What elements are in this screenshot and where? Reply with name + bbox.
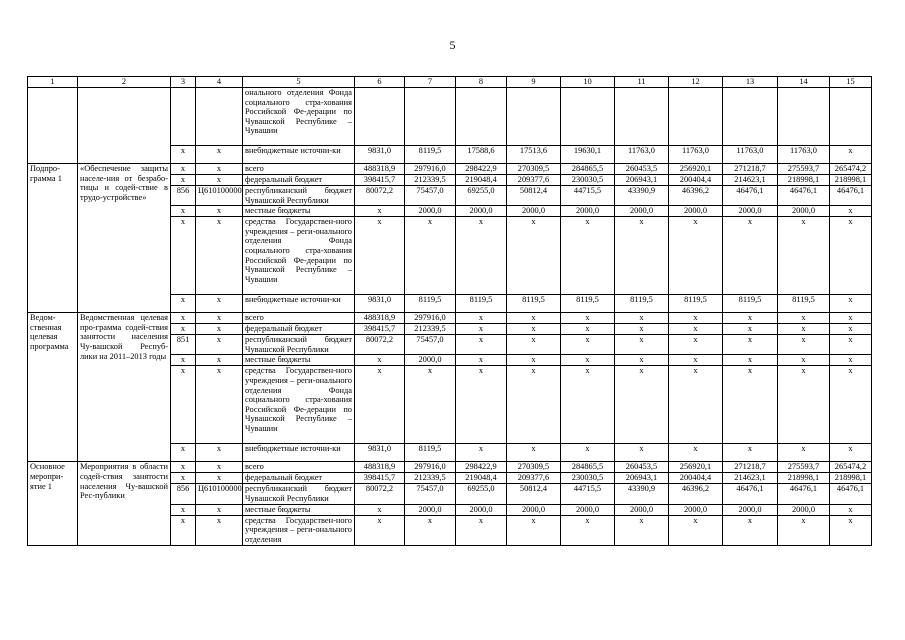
target-item-cell: x <box>196 335 243 355</box>
value-cell: x <box>507 444 561 462</box>
value-cell: x <box>561 444 615 462</box>
value-cell: 8119,5 <box>405 444 456 462</box>
value-cell: 2000,0 <box>561 206 615 217</box>
value-cell <box>355 88 405 146</box>
target-item-cell: x <box>196 504 243 515</box>
value-cell: x <box>830 355 872 366</box>
value-cell: 8119,5 <box>561 295 615 313</box>
funding-source-cell: средства Государствен-ного учреждения – реги-онального отделения <box>243 515 355 545</box>
value-cell: x <box>615 355 669 366</box>
value-cell: 275593,7 <box>778 462 830 473</box>
value-cell: 209377,6 <box>507 473 561 484</box>
value-cell: x <box>723 313 778 324</box>
funding-source-cell: внебюджетные источни-ки <box>243 295 355 313</box>
grbs-code-cell: x <box>171 175 196 186</box>
value-cell: x <box>561 335 615 355</box>
column-number: 1 <box>28 77 78 88</box>
value-cell: 256920,1 <box>669 164 723 175</box>
funding-source-cell: федеральный бюджет <box>243 175 355 186</box>
target-item-cell: x <box>196 355 243 366</box>
grbs-code-cell: x <box>171 324 196 335</box>
value-cell: 230030,5 <box>561 473 615 484</box>
value-cell: 2000,0 <box>561 504 615 515</box>
target-item-cell: x <box>196 444 243 462</box>
value-cell: x <box>456 313 507 324</box>
target-item-cell: x <box>196 206 243 217</box>
value-cell: x <box>355 206 405 217</box>
value-cell: 75457,0 <box>405 335 456 355</box>
program-status-cell: Основное меропри-ятие 1 <box>28 462 78 545</box>
value-cell <box>507 88 561 146</box>
value-cell: 398415,7 <box>355 473 405 484</box>
value-cell: x <box>561 366 615 444</box>
value-cell: x <box>669 313 723 324</box>
value-cell: 69255,0 <box>456 186 507 206</box>
value-cell <box>456 88 507 146</box>
target-item-cell: x <box>196 146 243 164</box>
value-cell <box>778 88 830 146</box>
funding-source-cell: онального отделения Фонда социального стра-хования Российской Фе-дерации по Чувашской Республике – Чувашии <box>243 88 355 146</box>
value-cell: x <box>456 515 507 545</box>
value-cell: 260453,5 <box>615 462 669 473</box>
value-cell: x <box>456 217 507 295</box>
value-cell: x <box>456 444 507 462</box>
value-cell: 75457,0 <box>405 186 456 206</box>
value-cell: 2000,0 <box>405 355 456 366</box>
grbs-code-cell: x <box>171 473 196 484</box>
table-row <box>28 88 872 146</box>
value-cell: 46476,1 <box>723 484 778 504</box>
grbs-code-cell: x <box>171 206 196 217</box>
column-number: 7 <box>405 77 456 88</box>
value-cell: x <box>830 324 872 335</box>
grbs-code-cell: x <box>171 504 196 515</box>
value-cell: 80072,2 <box>355 335 405 355</box>
grbs-code-cell: x <box>171 444 196 462</box>
value-cell: x <box>615 515 669 545</box>
value-cell: x <box>830 504 872 515</box>
target-item-cell: x <box>196 164 243 175</box>
value-cell: x <box>778 217 830 295</box>
value-cell: 69255,0 <box>456 484 507 504</box>
funding-source-cell: республиканский бюджет Чувашской Республики <box>243 186 355 206</box>
program-status-cell: Ведом-ственная целевая программа <box>28 313 78 462</box>
column-number: 3 <box>171 77 196 88</box>
grbs-code-cell: x <box>171 462 196 473</box>
value-cell: 265474,2 <box>830 164 872 175</box>
value-cell: x <box>830 313 872 324</box>
value-cell: 297916,0 <box>405 164 456 175</box>
value-cell: x <box>456 335 507 355</box>
funding-source-cell: федеральный бюджет <box>243 473 355 484</box>
value-cell: 9831,0 <box>355 295 405 313</box>
grbs-code-cell: x <box>171 217 196 295</box>
value-cell: x <box>507 355 561 366</box>
value-cell: 11763,0 <box>669 146 723 164</box>
grbs-code-cell: x <box>171 313 196 324</box>
value-cell: 214623,1 <box>723 175 778 186</box>
value-cell: 43390,9 <box>615 484 669 504</box>
value-cell: x <box>615 324 669 335</box>
value-cell: x <box>723 444 778 462</box>
value-cell: 218998,1 <box>830 473 872 484</box>
value-cell: x <box>561 324 615 335</box>
funding-source-cell: всего <box>243 462 355 473</box>
value-cell: 260453,5 <box>615 164 669 175</box>
value-cell: 11763,0 <box>723 146 778 164</box>
column-number: 6 <box>355 77 405 88</box>
value-cell: 46476,1 <box>830 484 872 504</box>
value-cell: x <box>778 515 830 545</box>
value-cell: x <box>830 295 872 313</box>
value-cell: x <box>723 335 778 355</box>
column-number: 13 <box>723 77 778 88</box>
target-item-cell: x <box>196 366 243 444</box>
value-cell: x <box>507 313 561 324</box>
value-cell: x <box>355 366 405 444</box>
page-number: 5 <box>449 38 456 52</box>
value-cell: 297916,0 <box>405 462 456 473</box>
funding-source-cell: местные бюджеты <box>243 355 355 366</box>
value-cell: 2000,0 <box>723 206 778 217</box>
column-number: 8 <box>456 77 507 88</box>
funding-source-cell: средства Государствен-ного учреждения – реги-онального отделения Фонда социального стра-хования Российской Фе-дерации по Чувашской Республике – Чувашии <box>243 217 355 295</box>
value-cell: 46476,1 <box>723 186 778 206</box>
value-cell <box>669 88 723 146</box>
value-cell: 398415,7 <box>355 324 405 335</box>
value-cell: x <box>456 355 507 366</box>
value-cell: x <box>615 444 669 462</box>
value-cell: 297916,0 <box>405 313 456 324</box>
value-cell: 200404,4 <box>669 175 723 186</box>
value-cell: x <box>778 324 830 335</box>
grbs-code-cell: x <box>171 366 196 444</box>
funding-source-cell: местные бюджеты <box>243 504 355 515</box>
value-cell: x <box>507 366 561 444</box>
value-cell: 212339,5 <box>405 473 456 484</box>
grbs-code-cell: x <box>171 146 196 164</box>
value-cell: 2000,0 <box>778 206 830 217</box>
target-item-cell: x <box>196 324 243 335</box>
value-cell: x <box>778 444 830 462</box>
grbs-code-cell: x <box>171 295 196 313</box>
value-cell: x <box>561 217 615 295</box>
value-cell: x <box>561 515 615 545</box>
column-number: 12 <box>669 77 723 88</box>
column-number: 9 <box>507 77 561 88</box>
value-cell: x <box>830 366 872 444</box>
value-cell: x <box>723 217 778 295</box>
column-number: 10 <box>561 77 615 88</box>
value-cell: 44715,5 <box>561 484 615 504</box>
grbs-code-cell: 856 <box>171 484 196 504</box>
value-cell: 43390,9 <box>615 186 669 206</box>
value-cell: 219048,4 <box>456 175 507 186</box>
funding-source-cell: внебюджетные источни-ки <box>243 444 355 462</box>
value-cell: 2000,0 <box>723 504 778 515</box>
value-cell: x <box>830 146 872 164</box>
value-cell: x <box>778 335 830 355</box>
value-cell: 8119,5 <box>669 295 723 313</box>
value-cell: 75457,0 <box>405 484 456 504</box>
value-cell: 8119,5 <box>778 295 830 313</box>
value-cell: 8119,5 <box>615 295 669 313</box>
value-cell: x <box>355 355 405 366</box>
value-cell: x <box>669 366 723 444</box>
value-cell: 9831,0 <box>355 444 405 462</box>
value-cell: 8119,5 <box>405 295 456 313</box>
funding-source-cell: внебюджетные источни-ки <box>243 146 355 164</box>
value-cell: 270309,5 <box>507 462 561 473</box>
grbs-code-cell <box>171 88 196 146</box>
program-status-cell: Подпро-грамма 1 <box>28 164 78 313</box>
value-cell: 488318,9 <box>355 462 405 473</box>
program-name-cell: Мероприятия в области содей-ствия занятости населения Чу-вашской Рес-публики <box>78 462 171 545</box>
value-cell: x <box>669 217 723 295</box>
funding-source-cell: всего <box>243 313 355 324</box>
value-cell: 209377,6 <box>507 175 561 186</box>
value-cell: 488318,9 <box>355 164 405 175</box>
value-cell: 2000,0 <box>615 504 669 515</box>
value-cell: 80072,2 <box>355 186 405 206</box>
value-cell: x <box>669 355 723 366</box>
value-cell: 17513,6 <box>507 146 561 164</box>
value-cell: x <box>456 366 507 444</box>
value-cell: x <box>615 313 669 324</box>
value-cell <box>561 88 615 146</box>
value-cell: x <box>355 515 405 545</box>
column-number: 15 <box>830 77 872 88</box>
value-cell: x <box>723 355 778 366</box>
value-cell: 398415,7 <box>355 175 405 186</box>
value-cell: x <box>778 366 830 444</box>
value-cell: x <box>669 335 723 355</box>
header-row <box>28 77 872 88</box>
target-item-cell: Ц610100000 <box>196 186 243 206</box>
value-cell: x <box>778 355 830 366</box>
funding-source-cell: средства Государствен-ного учреждения – реги-онального отделения Фонда социального стра-хования Российской Фе-дерации по Чувашской Республике – Чувашии <box>243 366 355 444</box>
value-cell: 206943,1 <box>615 175 669 186</box>
value-cell: 200404,4 <box>669 473 723 484</box>
program-name-cell: Ведомственная целевая про-грамма содей-ствия занятости населения Чу-вашской Респуб-лики на 2011–2013 годы <box>78 313 171 462</box>
value-cell: 206943,1 <box>615 473 669 484</box>
value-cell <box>830 88 872 146</box>
program-name-cell: «Обеспечение защиты населе-ния от безрабо-тицы и содей-ствие в трудо-устройстве» <box>78 164 171 313</box>
column-number: 14 <box>778 77 830 88</box>
table-row <box>28 462 872 473</box>
value-cell: x <box>669 444 723 462</box>
funding-source-cell: всего <box>243 164 355 175</box>
value-cell: 219048,4 <box>456 473 507 484</box>
value-cell: 2000,0 <box>405 504 456 515</box>
value-cell: x <box>405 366 456 444</box>
value-cell: 2000,0 <box>615 206 669 217</box>
value-cell: 284865,5 <box>561 164 615 175</box>
target-item-cell: x <box>196 462 243 473</box>
grbs-code-cell: 856 <box>171 186 196 206</box>
funding-source-cell: местные бюджеты <box>243 206 355 217</box>
value-cell: 275593,7 <box>778 164 830 175</box>
value-cell: x <box>507 335 561 355</box>
value-cell: x <box>615 217 669 295</box>
value-cell: 2000,0 <box>456 206 507 217</box>
value-cell: x <box>507 324 561 335</box>
value-cell: x <box>507 515 561 545</box>
value-cell: 298422,9 <box>456 462 507 473</box>
value-cell: 2000,0 <box>778 504 830 515</box>
value-cell: x <box>830 206 872 217</box>
value-cell: x <box>669 324 723 335</box>
value-cell: x <box>830 217 872 295</box>
value-cell: x <box>669 515 723 545</box>
funding-source-cell: федеральный бюджет <box>243 324 355 335</box>
column-number: 2 <box>78 77 171 88</box>
target-item-cell <box>196 88 243 146</box>
value-cell: 271218,7 <box>723 164 778 175</box>
value-cell: 212339,5 <box>405 324 456 335</box>
value-cell: 50812,4 <box>507 484 561 504</box>
value-cell: 46476,1 <box>778 484 830 504</box>
value-cell: 214623,1 <box>723 473 778 484</box>
funding-source-cell: республиканский бюджет Чувашской Республики <box>243 484 355 504</box>
value-cell: 2000,0 <box>669 206 723 217</box>
value-cell: 46396,2 <box>669 186 723 206</box>
value-cell: 50812,4 <box>507 186 561 206</box>
value-cell: 46396,2 <box>669 484 723 504</box>
value-cell: x <box>561 355 615 366</box>
value-cell: x <box>405 217 456 295</box>
value-cell: 298422,9 <box>456 164 507 175</box>
column-number: 11 <box>615 77 669 88</box>
budget-table <box>27 76 872 546</box>
column-number: 4 <box>196 77 243 88</box>
value-cell: 2000,0 <box>456 504 507 515</box>
value-cell: 2000,0 <box>669 504 723 515</box>
program-name-cell <box>78 88 171 164</box>
value-cell: x <box>723 324 778 335</box>
value-cell: 488318,9 <box>355 313 405 324</box>
value-cell: 218998,1 <box>778 473 830 484</box>
value-cell: 284865,5 <box>561 462 615 473</box>
target-item-cell: x <box>196 473 243 484</box>
value-cell: 80072,2 <box>355 484 405 504</box>
value-cell: 218998,1 <box>778 175 830 186</box>
value-cell: x <box>830 444 872 462</box>
value-cell: 17588,6 <box>456 146 507 164</box>
value-cell: x <box>830 515 872 545</box>
value-cell: x <box>778 313 830 324</box>
target-item-cell: x <box>196 295 243 313</box>
value-cell: 230030,5 <box>561 175 615 186</box>
value-cell: 2000,0 <box>405 206 456 217</box>
value-cell <box>615 88 669 146</box>
funding-source-cell: республиканский бюджет Чувашской Республики <box>243 335 355 355</box>
value-cell: 212339,5 <box>405 175 456 186</box>
target-item-cell: x <box>196 313 243 324</box>
value-cell: 8119,5 <box>507 295 561 313</box>
table-row <box>28 164 872 175</box>
value-cell: 8119,5 <box>456 295 507 313</box>
value-cell: x <box>615 366 669 444</box>
value-cell: 8119,5 <box>405 146 456 164</box>
value-cell: x <box>456 324 507 335</box>
value-cell <box>405 88 456 146</box>
target-item-cell: x <box>196 515 243 545</box>
target-item-cell: x <box>196 217 243 295</box>
value-cell: x <box>561 313 615 324</box>
grbs-code-cell: x <box>171 355 196 366</box>
value-cell: 11763,0 <box>778 146 830 164</box>
value-cell: 46476,1 <box>778 186 830 206</box>
value-cell: 11763,0 <box>615 146 669 164</box>
value-cell: x <box>615 335 669 355</box>
value-cell: x <box>507 217 561 295</box>
value-cell: x <box>723 366 778 444</box>
value-cell: 218998,1 <box>830 175 872 186</box>
value-cell: x <box>355 504 405 515</box>
grbs-code-cell: x <box>171 515 196 545</box>
target-item-cell: x <box>196 175 243 186</box>
target-item-cell: Ц610100000 <box>196 484 243 504</box>
value-cell: x <box>355 217 405 295</box>
column-number: 5 <box>243 77 355 88</box>
value-cell: x <box>723 515 778 545</box>
value-cell: 9831,0 <box>355 146 405 164</box>
value-cell: x <box>830 335 872 355</box>
value-cell: 2000,0 <box>507 206 561 217</box>
value-cell: x <box>405 515 456 545</box>
value-cell: 46476,1 <box>830 186 872 206</box>
value-cell: 270309,5 <box>507 164 561 175</box>
value-cell: 256920,1 <box>669 462 723 473</box>
program-status-cell <box>28 88 78 164</box>
table-row <box>28 313 872 324</box>
grbs-code-cell: 851 <box>171 335 196 355</box>
value-cell: 2000,0 <box>507 504 561 515</box>
value-cell: 19630,1 <box>561 146 615 164</box>
value-cell: 44715,5 <box>561 186 615 206</box>
value-cell <box>723 88 778 146</box>
value-cell: 265474,2 <box>830 462 872 473</box>
value-cell: 8119,5 <box>723 295 778 313</box>
value-cell: 271218,7 <box>723 462 778 473</box>
grbs-code-cell: x <box>171 164 196 175</box>
